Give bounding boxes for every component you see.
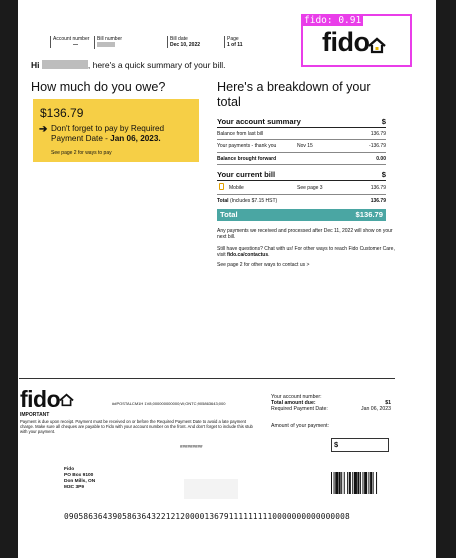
stub-total-due-label: Total amount due: bbox=[271, 400, 316, 406]
micr-line: 09058636439058636432212120000136791111111110000000000000008 bbox=[64, 512, 350, 521]
bill-date-cell bbox=[167, 36, 200, 48]
stub-required-date-value: Jan 06, 2023 bbox=[361, 406, 391, 412]
contact-note: Still have questions? Chat with us! For other ways to reach Fido Customer Care, visit fido.ca/contactus. bbox=[217, 246, 395, 258]
greeting-text: , here's a quick summary of your bill. bbox=[87, 60, 226, 70]
payment-note: Any payments we received and processed after Dec 11, 2022 will show on your next bill. bbox=[217, 228, 393, 240]
mailing-address: Fido PO Box 9100 Don Mills, ON M3C 3P9 bbox=[64, 467, 96, 490]
page-label: Page bbox=[227, 36, 239, 42]
barcode-bar bbox=[357, 472, 359, 494]
see-page-ways-to-pay[interactable]: See page 2 for ways to pay bbox=[51, 150, 112, 156]
account-summary-currency: $ bbox=[381, 117, 386, 126]
mobile-phone-icon bbox=[219, 183, 224, 190]
payment-reminder bbox=[51, 124, 196, 144]
total-bar bbox=[217, 209, 386, 221]
redacted-bill-number bbox=[97, 42, 115, 47]
redacted-dash bbox=[73, 44, 78, 45]
bill-date-value: Dec 10, 2022 bbox=[170, 42, 201, 48]
stub-amount-payment-label: Amount of your payment: bbox=[271, 423, 329, 429]
barcode-bar bbox=[331, 472, 332, 494]
contact-link[interactable]: fido.ca/contactus bbox=[227, 252, 269, 258]
barcode-bar bbox=[341, 472, 342, 494]
total-hst-note: (Includes $7.15 HST) bbox=[229, 198, 278, 204]
owe-heading: How much do you owe? bbox=[31, 80, 166, 94]
account-number-cell bbox=[50, 36, 89, 48]
barcode-bar bbox=[347, 472, 348, 494]
barcode-bar bbox=[339, 472, 341, 494]
postal-code-line: ##POSTALCM1H 1V8;000000000000;W;ONTC;905863643;000 bbox=[112, 401, 226, 406]
divider bbox=[217, 139, 386, 140]
current-bill-currency: $ bbox=[381, 170, 386, 179]
total-label: Total bbox=[217, 198, 229, 204]
divider bbox=[217, 180, 386, 181]
mobile-value: 136.79 bbox=[370, 185, 386, 191]
divider bbox=[217, 164, 386, 165]
barcode-bar bbox=[334, 472, 335, 494]
fido-logo: fido bbox=[322, 27, 370, 57]
detection-label: fido: 0.91 bbox=[304, 15, 362, 26]
page-cell bbox=[224, 36, 243, 48]
divider bbox=[217, 194, 386, 195]
right-dark-edge bbox=[436, 0, 456, 558]
total-bar-label: Total bbox=[220, 210, 238, 219]
stub-account-number-label: Your account number: bbox=[271, 394, 322, 400]
contact-see-page[interactable]: See page 2 for other ways to contact us > bbox=[217, 262, 310, 268]
total-value: 136.79 bbox=[370, 198, 386, 204]
due-date: Jan 06, 2023 bbox=[110, 134, 159, 143]
bill-number-label: Bill number bbox=[97, 36, 123, 42]
page-value: 1 of 11 bbox=[227, 42, 243, 48]
due-date-suffix: . bbox=[158, 134, 161, 143]
redacted-block bbox=[184, 479, 238, 499]
mobile-label: Mobile bbox=[229, 185, 244, 191]
greeting bbox=[31, 60, 226, 70]
amount-due: $136.79 bbox=[40, 106, 84, 120]
breakdown-heading: Here's a breakdown of your total bbox=[217, 80, 371, 109]
current-bill-title: Your current bill bbox=[217, 170, 276, 179]
barcode-bar bbox=[373, 472, 374, 494]
stub-total-due-value: $1 bbox=[385, 400, 391, 406]
barcode-bar bbox=[349, 472, 351, 494]
barcode-bar bbox=[344, 472, 345, 494]
total-bar-value: $136.79 bbox=[355, 210, 383, 219]
barcode-bar bbox=[352, 472, 353, 494]
important-title: IMPORTANT bbox=[20, 412, 50, 418]
barcode-bar bbox=[370, 472, 372, 494]
bill-number-cell bbox=[94, 36, 122, 49]
hash-marks: ######### bbox=[180, 444, 203, 449]
account-summary-title: Your account summary bbox=[217, 117, 301, 126]
dollar-sign: $ bbox=[334, 440, 339, 449]
left-dark-edge bbox=[0, 0, 18, 558]
barcode-bar bbox=[376, 472, 377, 494]
redacted-customer-name bbox=[42, 60, 88, 69]
barcode-icon bbox=[331, 472, 389, 494]
greeting-hi: Hi bbox=[31, 60, 40, 70]
barcode-bar bbox=[364, 472, 367, 494]
arrow-right-icon: ➔ bbox=[39, 124, 48, 135]
house-logo-icon bbox=[58, 393, 75, 407]
important-body: Payment is due upon receipt. Payment must be received on or before the Required Payment Date to avoid a late payment charge. Make sure all cheques are payable to Fido with your account number on the front. And don't forget to include this stub with your payment. bbox=[20, 419, 253, 434]
barcode-bar bbox=[368, 472, 369, 494]
reminder-text: Don't forget to pay by Required Payment Date - bbox=[51, 124, 165, 143]
payment-amount-field[interactable] bbox=[331, 438, 389, 452]
divider bbox=[217, 152, 386, 153]
stub-required-date-label: Required Payment Date: bbox=[271, 406, 328, 412]
stub-divider bbox=[19, 378, 395, 379]
account-number-label: Account number bbox=[53, 36, 90, 42]
barcode-bar bbox=[354, 472, 357, 494]
barcode-bar bbox=[335, 472, 338, 494]
mobile-see-page[interactable]: See page 3 bbox=[297, 185, 323, 191]
barcode-bar bbox=[360, 472, 361, 494]
barcode-bar bbox=[362, 472, 363, 494]
fido-logo-stub: fido bbox=[20, 386, 61, 412]
divider bbox=[217, 127, 386, 128]
bill-date-label: Bill date bbox=[170, 36, 188, 42]
